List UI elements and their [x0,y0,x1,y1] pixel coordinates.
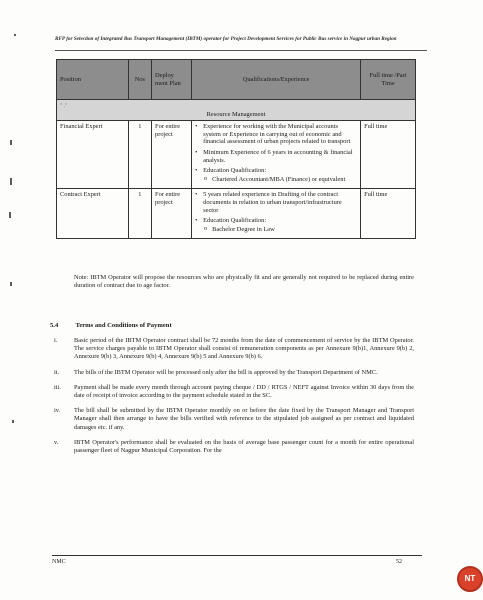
section-number: 5.4 [50,322,59,329]
list-item [50,337,414,362]
scan-mark [10,178,12,185]
sub-list [203,176,357,184]
table-row [57,121,416,189]
band-smudge: " ." [60,103,68,109]
page-number: 52 [396,559,402,565]
list-item: • Minimum Experience of 6 years in accounting & financial analysis. [195,149,357,164]
scan-mark [10,282,12,286]
item-text: The bills of the IBTM Operator will be processed only after the bill is approved by the Transport Department of NMC. [74,368,378,376]
cell-time: Full time [361,121,416,189]
section-heading [50,322,410,329]
footer-org: NMC [52,559,66,565]
list-item [50,439,414,455]
cell-position: Financial Expert [57,121,129,189]
item-text: IBTM Operator's performance shall be evaluated on the basis of average base passenger count for a month for entire operational passenger fleet of Nagpur Municipal Corporation. For the [74,438,414,455]
item-number: i. [54,337,58,344]
list-item [50,369,414,377]
band-cell [57,100,416,121]
band-label: Resource Management [206,110,266,118]
document-header: RFP for Selection of Integrated Bus Transport Management (IBTM) operator for Project Development Services for Public Bus service in Nagpur urban Region [55,36,397,42]
list-item [195,217,357,233]
list-item: • Experience for working with the Municipal accounts system or Experience in carrying out of economic and financial assessment of urban projects related to transport [195,123,357,146]
cell-time: Full time [361,189,416,239]
header-rule [55,50,427,51]
qualification-list [195,123,357,183]
table-note: Note: IBTM Operator will propose the resources who are physically fit and are generally not required to be replaced during entire duration of contract due to age factor. [74,274,414,290]
column-header-qualifications: Qualifications/Experience [192,60,361,100]
item-number: iii. [54,383,61,391]
column-header-nos: Nos [128,60,151,100]
table-band-row [57,100,416,121]
list-item-label: Education Qualification: [203,167,267,175]
scan-mark [12,420,14,423]
column-header-time: Full time /Part Time [361,60,416,100]
column-header-deployment: Deploy ment Plan [152,60,192,100]
scan-mark [9,212,11,218]
table-row [57,189,416,239]
cell-position: Contract Expert [57,189,129,239]
list-item [195,167,357,183]
resource-table [56,59,416,239]
item-text: Payment shall be made every month through account paying cheque / DD / RTGS / NEFT against Invoice within 30 days from the date of receipt of invoice according to the payment schedule stated in the SC. [74,383,414,400]
sub-list-item: o Chartered Accountant/MBA (Finance) or equivalent [203,176,357,184]
sub-list-item: o Bachelor Degree in Law [203,226,357,234]
list-item: • 5 years related experience in Drafting of the contract documents in relation to urban transport/infrastructure sector [195,191,357,214]
cell-nos: 1 [128,121,151,189]
list-item [50,384,414,400]
cell-deployment: For entire project [152,121,192,189]
column-header-position: Position [57,60,129,100]
item-number: iv. [54,407,61,415]
cell-deployment: For entire project [152,189,192,239]
item-text: The bill shall be submitted by the IBTM Operator monthly on or before the date fixed by the Transport Manager and Transport Manager shall then arrange to have the bills verified with reference to the stipulated job assigned as per contract and liquidated damages etc. if any. [74,407,414,431]
table-header-row [57,60,416,100]
list-item [50,407,414,432]
cell-nos: 1 [128,189,151,239]
cell-qualifications [192,121,361,189]
nt-logo-stamp: NT [457,566,483,592]
scan-mark [10,140,12,145]
payment-terms-list [50,337,414,462]
footer-rule [52,555,422,556]
cell-qualifications [192,189,361,239]
sub-list [203,226,357,234]
scan-mark [14,34,16,36]
section-title: Terms and Conditions of Payment [75,322,172,329]
list-item-label: Education Qualification: [203,217,267,225]
item-number: ii. [54,368,60,376]
qualification-list [195,191,357,233]
item-number: v. [54,438,59,446]
item-text: Basic period of the IBTM Operator contract shall be 72 months from the date of commencement of service by the IBTM Operator. The service charges payable to IBTM Operator shall consist of remuneration components as per Annexure 9(b)1, Annexure 9(b) 2, Annexure 9(b) 3, Annexure 9(b) 4, Annexure 9(b) 5 and Annexure 9(b) 6. [74,337,414,361]
